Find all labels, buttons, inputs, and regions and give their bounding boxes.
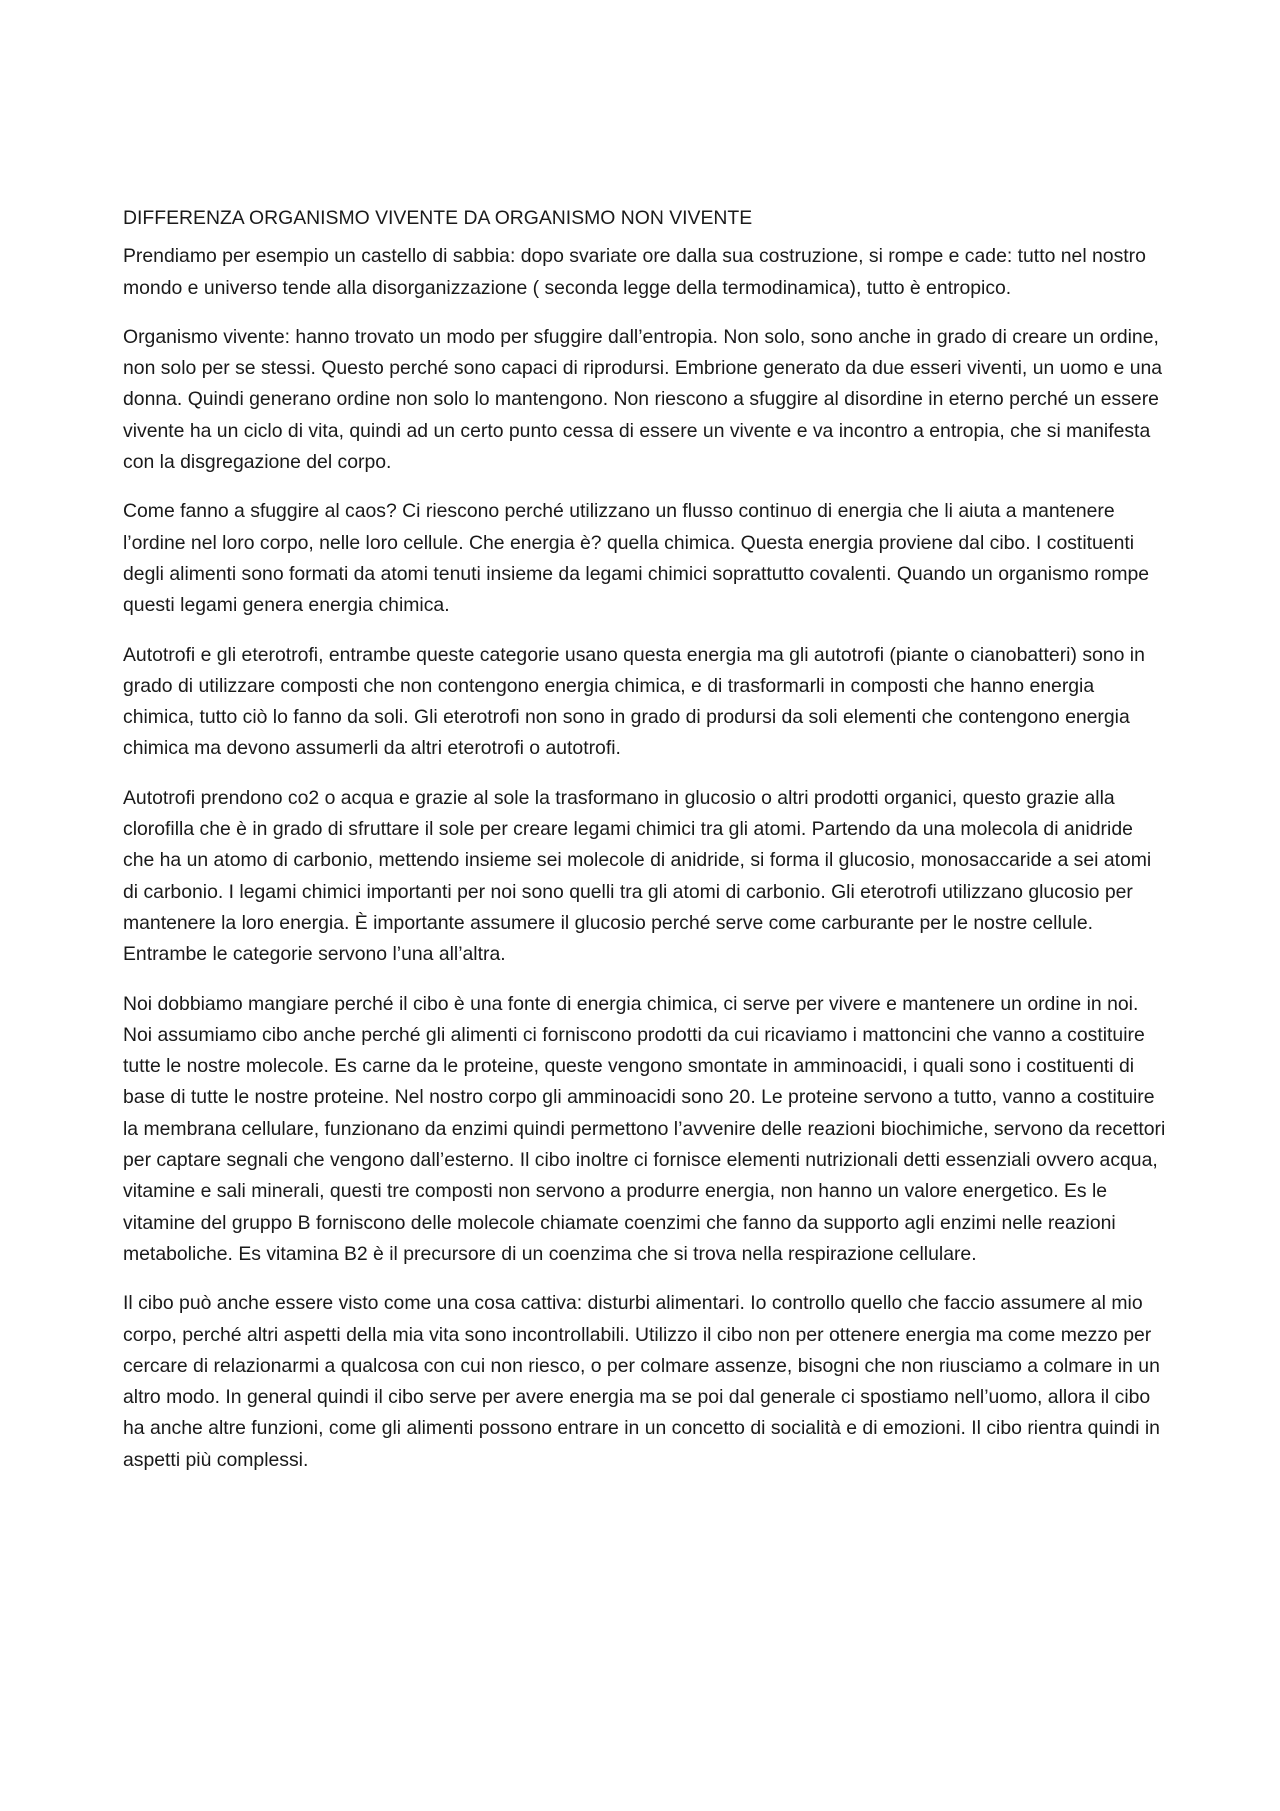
paragraph-autotrophs-heterotrophs: Autotrofi e gli eterotrofi, entrambe queste categorie usano questa energia ma gli autotrofi (piante o cianobatteri) sono in grado di utilizzare composti che non contengono energia chimica, e di trasformarli in composti che hanno energia chimica, tutto ciò lo fanno da soli. Gli eterotrofi non sono in grado di prodursi da soli elementi che contengono energia chimica ma devono assumerli da altri eterotrofi o autotrofi. <box>123 643 1145 760</box>
document-page <box>123 203 1168 1494</box>
paragraph-food-disorders: Il cibo può anche essere visto come una cosa cattiva: disturbi alimentari. Io controllo quello che faccio assumere al mio corpo, perché altri aspetti della mia vita sono incontrollabili. Utilizzo il cibo non per ottenere energia ma come mezzo per cercare di relazionarmi a qualcosa con cui non riesco, o per colmare assenze, bisogni che non riusciamo a colmare in un altro modo. In general quindi il cibo serve per avere energia ma se poi dal generale ci spostiamo nell’uomo, allora il cibo ha anche altre funzioni, come gli alimenti possono entrare in un concetto di socialità e di emozioni. Il cibo rientra quindi in aspetti più complessi. <box>123 1292 1160 1471</box>
paragraph-why-eat: Noi dobbiamo mangiare perché il cibo è una fonte di energia chimica, ci serve per vivere e mantenere un ordine in noi. Noi assumiamo cibo anche perché gli alimenti ci forniscono prodotti da cui ricaviamo i mattoncini che vanno a costituire tutte le nostre molecole. Es carne da le proteine, queste vengono smontate in amminoacidi, i quali sono i costituenti di base di tutte le nostre proteine. Nel nostro corpo gli amminoacidi sono 20. Le proteine servono a tutto, vanno a costituire la membrana cellulare, funzionano da enzimi quindi permettono l’avvenire delle reazioni biochimiche, servono da recettori per captare segnali che vengono dall’esterno. Il cibo inoltre ci fornisce elementi nutrizionali detti essenziali ovvero acqua, vitamine e sali minerali, questi tre composti non servono a produrre energia, non hanno un valore energetico. Es le vitamine del gruppo B forniscono delle molecole chiamate coenzimi che fanno da supporto agli enzimi nelle reazioni metaboliche. Es vitamina B2 è il precursore di un coenzima che si trova nella respirazione cellulare. <box>123 992 1166 1265</box>
document-title: DIFFERENZA ORGANISMO VIVENTE DA ORGANISMO NON VIVENTE <box>123 207 753 229</box>
paragraph-photosynthesis: Autotrofi prendono co2 o acqua e grazie al sole la trasformano in glucosio o altri prodotti organici, questo grazie alla clorofilla che è in grado di sfruttare il sole per creare legami chimici tra gli atomi. Partendo da una molecola di anidride che ha un atomo di carbonio, mettendo insieme sei molecole di anidride, si forma il glucosio, monosaccaride a sei atomi di carbonio. I legami chimici importanti per noi sono quelli tra gli atomi di carbonio. Gli eterotrofi utilizzano glucosio per mantenere la loro energia. È importante assumere il glucosio perché serve come carburante per le nostre cellule. Entrambe le categorie servono l’una all’altra. <box>123 786 1152 966</box>
paragraph-energy-flow: Come fanno a sfuggire al caos? Ci riescono perché utilizzano un flusso continuo di energia che li aiuta a mantenere l’ordine nel loro corpo, nelle loro cellule. Che energia è? quella chimica. Questa energia proviene dal cibo. I costituenti degli alimenti sono formati da atomi tenuti insieme da legami chimici soprattutto covalenti. Quando un organismo rompe questi legami genera energia chimica. <box>123 500 1150 617</box>
paragraph-entropy-intro: Prendiamo per esempio un castello di sabbia: dopo svariate ore dalla sua costruzione, si rompe e cade: tutto nel nostro mondo e universo tende alla disorganizzazione ( seconda legge della termodinamica), tutto è entropico. <box>123 245 1146 299</box>
paragraph-living-organism: Organismo vivente: hanno trovato un modo per sfuggire dall’entropia. Non solo, sono anche in grado di creare un ordine, non solo per se stessi. Questo perché sono capaci di riprodursi. Embrione generato da due esseri viventi, un uomo e una donna. Quindi generano ordine non solo lo mantengono. Non riescono a sfuggire al disordine in eterno perché un essere vivente ha un ciclo di vita, quindi ad un certo punto cessa di essere un vivente e va incontro a entropia, che si manifesta con la disgregazione del corpo. <box>123 325 1163 474</box>
